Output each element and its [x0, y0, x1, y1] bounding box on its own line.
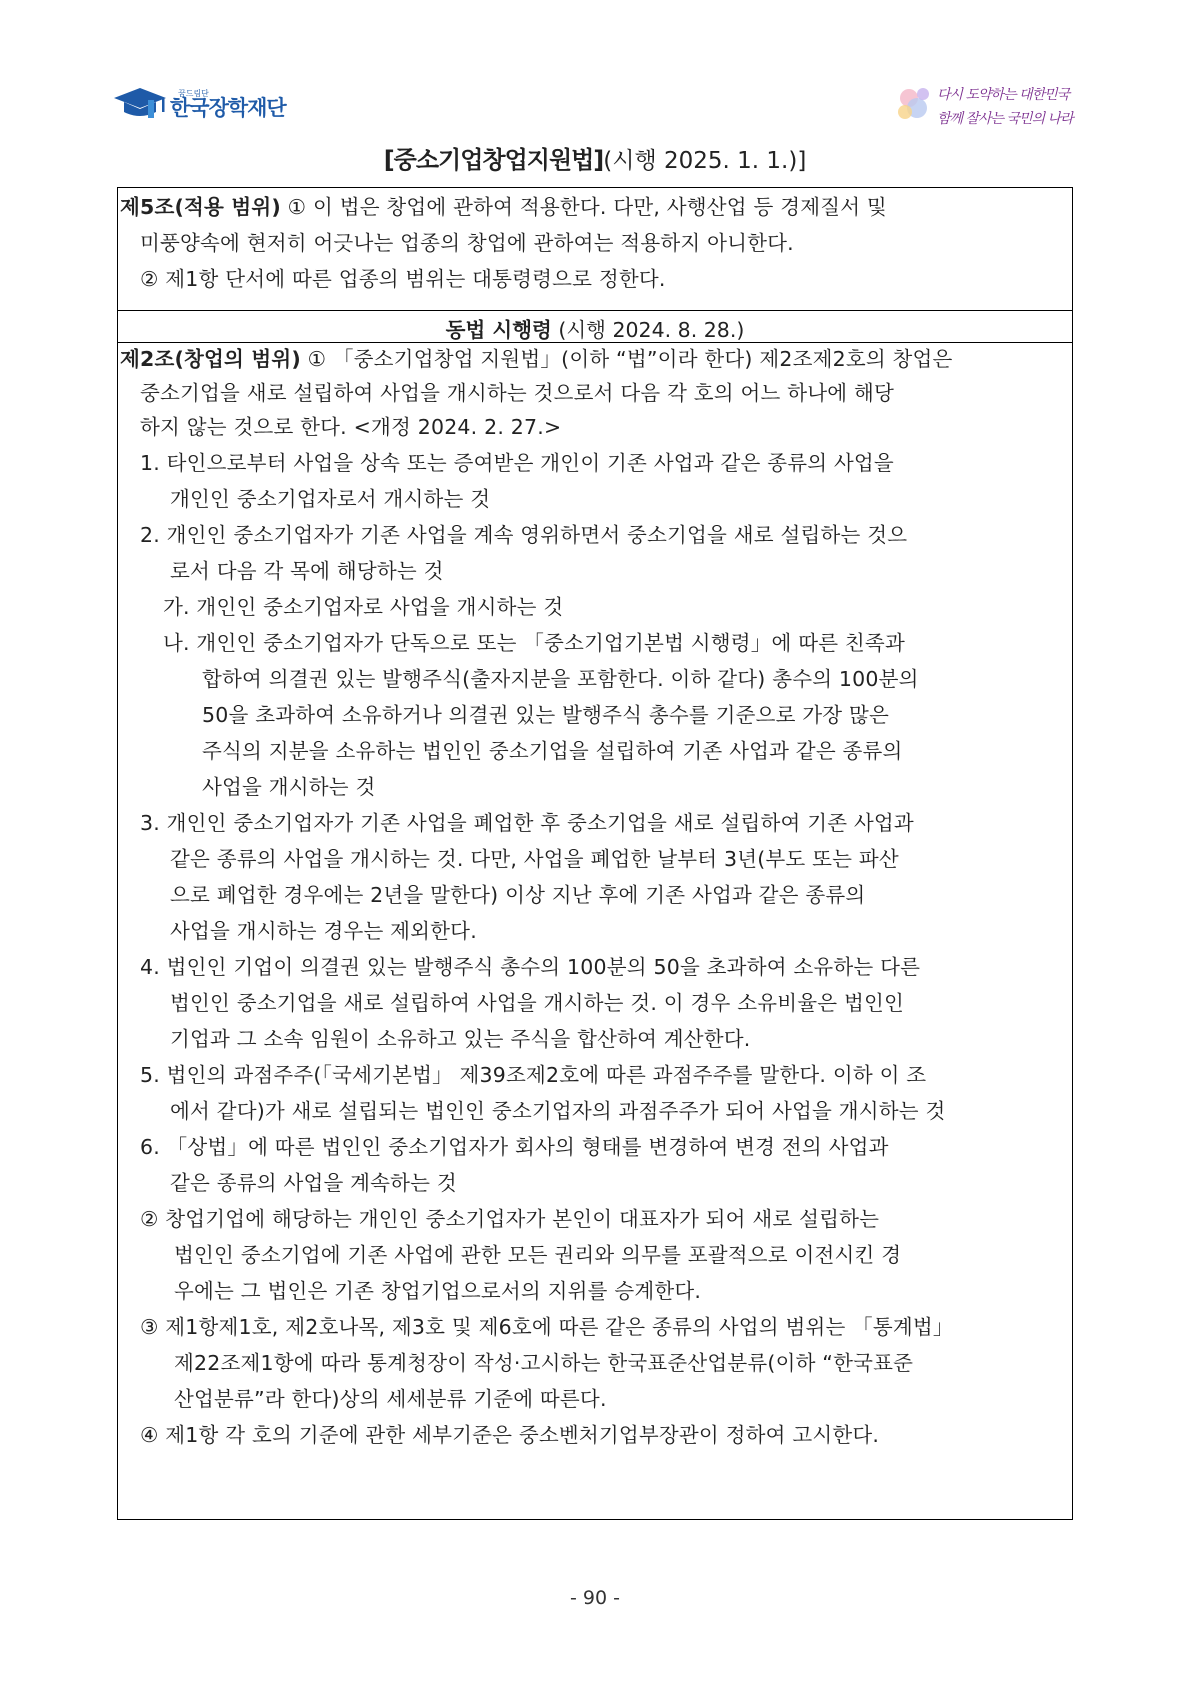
decree-label — [118, 313, 1072, 343]
item-6-cont: 같은 종류의 사업을 계속하는 것 — [170, 1171, 457, 1195]
paragraph-3-cont: 제22조제1항에 따라 통계청장이 작성·고시하는 한국표준산업분류(이하 “한국표준 — [174, 1351, 914, 1375]
paragraph-3: ③ 제1항제1호, 제2호나목, 제3호 및 제6호에 따른 같은 종류의 사업의 범위는 「통계법」 — [140, 1315, 954, 1339]
law-text-table — [117, 187, 1073, 1520]
paragraph-2-cont: 법인인 중소기업에 기존 사업에 관한 모든 권리와 의무를 포괄적으로 이전시킨 경 — [174, 1243, 902, 1267]
item-5-cont: 에서 같다)가 새로 설립되는 법인인 중소기업자의 과점주주가 되어 사업을 개시하는 것 — [170, 1099, 946, 1123]
item-5: 5. 법인의 과점주주(「국세기본법」 제39조제2호에 따른 과점주주를 말한다. 이하 이 조 — [140, 1063, 927, 1087]
item-2-na-cont: 사업을 개시하는 것 — [202, 775, 376, 799]
item-3-cont: 으로 폐업한 경우에는 2년을 말한다) 이상 지난 후에 기존 사업과 같은 종류의 — [170, 883, 866, 907]
slogan-line-2: 함께 잘사는 국민의 나라 — [937, 111, 1073, 127]
kosaf-logo — [112, 86, 286, 122]
article-2-line: 하지 않는 것으로 한다. <개정 2024. 2. 27.> — [140, 415, 562, 439]
item-2: 2. 개인인 중소기업자가 기존 사업을 계속 영위하면서 중소기업을 새로 설립하는 것으 — [140, 523, 908, 547]
item-2-na-cont: 주식의 지분을 소유하는 법인인 중소기업을 설립하여 기존 사업과 같은 종류의 — [202, 739, 903, 763]
item-2-cont: 로서 다음 각 목에 해당하는 것 — [170, 559, 444, 583]
article-5-line-2: 미풍양속에 현저히 어긋나는 업종의 창업에 관하여는 적용하지 아니한다. — [140, 231, 794, 255]
item-4-cont: 법인인 중소기업을 새로 설립하여 사업을 개시하는 것. 이 경우 소유비율은 법인인 — [170, 991, 904, 1015]
decree-header-row — [118, 310, 1072, 343]
paragraph-2: ② 창업기업에 해당하는 개인인 중소기업자가 본인이 대표자가 되어 새로 설립하는 — [140, 1207, 880, 1231]
item-1: 1. 타인으로부터 사업을 상속 또는 증여받은 개인이 기존 사업과 같은 종류의 사업을 — [140, 451, 894, 475]
item-2-na-cont: 합하여 의결권 있는 발행주식(출자지분을 포함한다. 이하 같다) 총수의 100분의 — [202, 667, 919, 691]
slogan-emblem-icon — [895, 80, 939, 132]
article-5-section — [118, 188, 1072, 311]
item-4-cont: 기업과 그 소속 임원이 소유하고 있는 주식을 합산하여 계산한다. — [170, 1027, 751, 1051]
article-2-heading: 제2조(창업의 범위) — [120, 347, 301, 371]
paragraph-4: ④ 제1항 각 호의 기준에 관한 세부기준은 중소벤처기업부장관이 정하여 고시한다. — [140, 1423, 880, 1447]
article-2-para-1: ① 「중소기업창업 지원법」(이하 “법”이라 한다) 제2조제2호의 창업은 — [300, 347, 953, 371]
graduation-cap-icon — [112, 86, 168, 122]
article-2-section — [118, 342, 1072, 1519]
slogan-logo — [895, 80, 1095, 132]
item-3-cont: 같은 종류의 사업을 개시하는 것. 다만, 사업을 폐업한 날부터 3년(부도 또는 파산 — [170, 847, 899, 871]
article-2-line — [120, 342, 953, 372]
article-5-line-1 — [120, 190, 887, 220]
law-effective-date: (시행 2025. 1. 1.)] — [603, 148, 807, 174]
page-number: - 90 - — [570, 1587, 620, 1609]
decree-name: 동법 시행령 — [445, 318, 552, 342]
paragraph-2-cont: 우에는 그 법인은 기존 창업기업으로서의 지위를 승계한다. — [174, 1279, 702, 1303]
logo-small-text: 꿈드림단 — [178, 88, 209, 98]
slogan-line-1: 다시 도약하는 대한민국 — [937, 87, 1070, 103]
item-2-na-cont: 50을 초과하여 소유하거나 의결권 있는 발행주식 총수를 기준으로 가장 많은 — [202, 703, 890, 727]
article-2-line: 중소기업을 새로 설립하여 사업을 개시하는 것으로서 다음 각 호의 어느 하나에 해당 — [140, 381, 894, 405]
document-title — [0, 140, 1190, 175]
item-4: 4. 법인인 기업이 의결권 있는 발행주식 총수의 100분의 50을 초과하여 소유하는 다른 — [140, 955, 921, 979]
item-2-na: 나. 개인인 중소기업자가 단독으로 또는 「중소기업기본법 시행령」에 따른 친족과 — [163, 631, 905, 655]
article-5-heading: 제5조(적용 범위) — [120, 195, 281, 219]
article-5-para-1: ① 이 법은 창업에 관하여 적용한다. 다만, 사행산업 등 경제질서 및 — [280, 195, 887, 219]
item-3-cont: 사업을 개시하는 경우는 제외한다. — [170, 919, 477, 943]
item-2-ga: 가. 개인인 중소기업자로 사업을 개시하는 것 — [163, 595, 564, 619]
item-1-cont: 개인인 중소기업자로서 개시하는 것 — [170, 487, 491, 511]
logo-main-text: 한국장학재단 — [170, 95, 286, 120]
decree-effective-date: (시행 2024. 8. 28.) — [551, 318, 745, 342]
item-3: 3. 개인인 중소기업자가 기존 사업을 폐업한 후 중소기업을 새로 설립하여 기존 사업과 — [140, 811, 914, 835]
item-6: 6. 「상법」에 따른 법인인 중소기업자가 회사의 형태를 변경하여 변경 전의 사업과 — [140, 1135, 889, 1159]
law-name: [중소기업창업지원법] — [383, 146, 604, 174]
article-5-para-2: ② 제1항 단서에 따른 업종의 범위는 대통령령으로 정한다. — [140, 267, 666, 291]
paragraph-3-cont: 산업분류”라 한다)상의 세세분류 기준에 따른다. — [174, 1387, 607, 1411]
